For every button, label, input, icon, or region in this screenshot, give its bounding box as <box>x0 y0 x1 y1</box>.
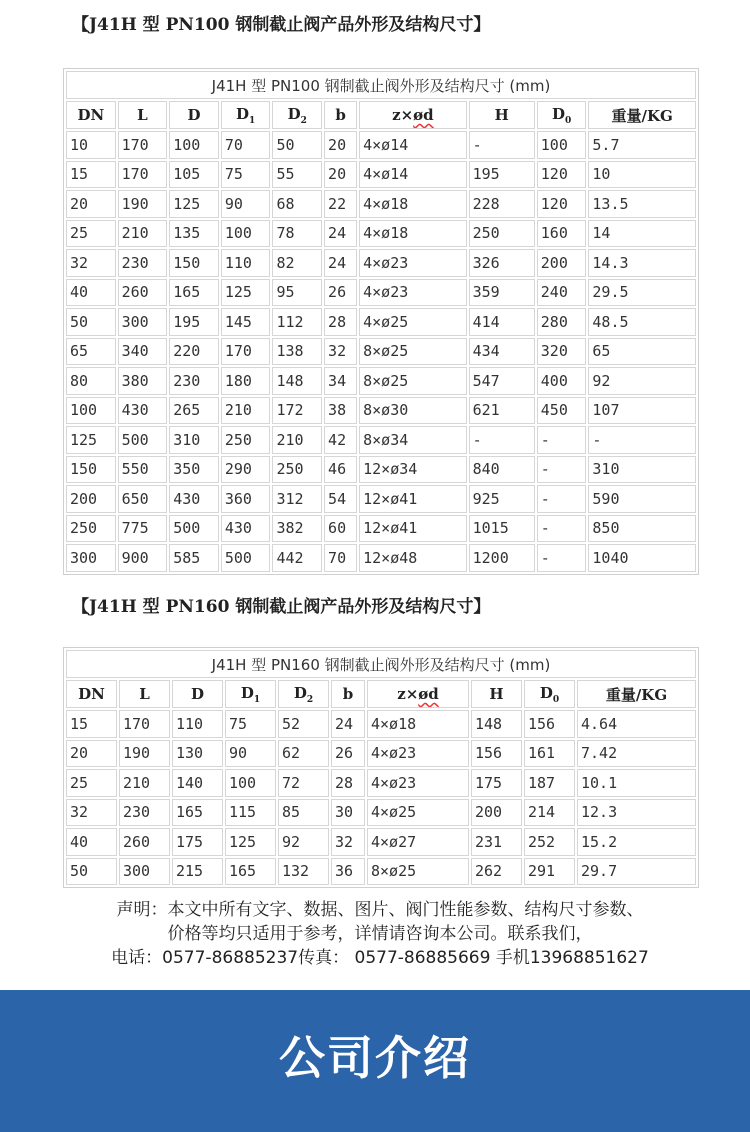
table-cell: 115 <box>225 799 276 827</box>
table-cell: 326 <box>469 249 535 277</box>
table-cell: 50 <box>66 308 116 336</box>
table-cell: 120 <box>537 190 587 218</box>
table-row <box>66 249 696 277</box>
table-row <box>66 426 696 454</box>
table-cell: 175 <box>471 769 522 797</box>
table-cell: 300 <box>118 308 168 336</box>
table-cell: 107 <box>588 397 696 425</box>
table-cell: 4×ø25 <box>367 799 469 827</box>
column-header <box>169 101 219 129</box>
pn160-dimension-table <box>63 647 699 888</box>
column-header <box>118 101 168 129</box>
table-cell: 32 <box>324 338 357 366</box>
table-cell: 40 <box>66 279 116 307</box>
table-cell: 4×ø27 <box>367 828 469 856</box>
table-cell: 210 <box>272 426 322 454</box>
table-cell: 42 <box>324 426 357 454</box>
table-cell: - <box>537 515 587 543</box>
table-cell: 340 <box>118 338 168 366</box>
table-cell: 50 <box>66 858 117 886</box>
column-header-label: L <box>137 106 148 124</box>
table-cell: 82 <box>272 249 322 277</box>
table-cell: 20 <box>66 740 117 768</box>
table-cell: 1200 <box>469 544 535 572</box>
table-cell: 32 <box>66 799 117 827</box>
table-cell: 500 <box>169 515 219 543</box>
table-cell: 214 <box>524 799 575 827</box>
table-cell: 10 <box>588 161 696 189</box>
table-cell: 900 <box>118 544 168 572</box>
table-cell: 925 <box>469 485 535 513</box>
table-caption: J41H 型 PN160 钢制截止阀外形及结构尺寸 (mm) <box>66 650 696 678</box>
table-cell: 95 <box>272 279 322 307</box>
table-cell: 112 <box>272 308 322 336</box>
table-cell: 30 <box>331 799 365 827</box>
table-cell: 250 <box>469 220 535 248</box>
table-cell: 5.7 <box>588 131 696 159</box>
column-header <box>278 680 329 708</box>
table-cell: 24 <box>324 220 357 248</box>
disclaimer <box>30 898 730 970</box>
table-cell: 145 <box>221 308 271 336</box>
table-cell: 414 <box>469 308 535 336</box>
table-cell: 60 <box>324 515 357 543</box>
table-cell: 300 <box>66 544 116 572</box>
table-cell: 4×ø23 <box>359 279 467 307</box>
table-cell: 850 <box>588 515 696 543</box>
table-cell: 547 <box>469 367 535 395</box>
table-cell: 110 <box>172 710 223 738</box>
table-cell: 7.42 <box>577 740 696 768</box>
table-cell: 1015 <box>469 515 535 543</box>
table-cell: 250 <box>221 426 271 454</box>
table-cell: 400 <box>537 367 587 395</box>
table-row <box>66 858 696 886</box>
column-header <box>119 680 170 708</box>
table-cell: 25 <box>66 769 117 797</box>
table-row <box>66 515 696 543</box>
column-header-label: D <box>551 104 565 123</box>
table-cell: 24 <box>331 710 365 738</box>
table-cell: 110 <box>221 249 271 277</box>
column-header <box>225 680 276 708</box>
column-header <box>66 101 116 129</box>
table-cell: 12.3 <box>577 799 696 827</box>
table-cell: 4.64 <box>577 710 696 738</box>
table-cell: 240 <box>537 279 587 307</box>
table-row <box>66 544 696 572</box>
table-cell: 100 <box>221 220 271 248</box>
table-cell: 161 <box>524 740 575 768</box>
table-cell: 156 <box>524 710 575 738</box>
table-row <box>66 397 696 425</box>
table-cell: 29.7 <box>577 858 696 886</box>
table-cell: 231 <box>471 828 522 856</box>
column-header-label: D <box>187 106 201 124</box>
table-cell: 15 <box>66 710 117 738</box>
table-cell: 48.5 <box>588 308 696 336</box>
table-cell: 12×ø34 <box>359 456 467 484</box>
table-cell: 200 <box>537 249 587 277</box>
column-header <box>172 680 223 708</box>
table-cell: 430 <box>169 485 219 513</box>
column-header-subscript: 1 <box>253 694 261 705</box>
table-cell: 46 <box>324 456 357 484</box>
column-header-label: z×ød <box>392 106 434 124</box>
table-cell: 70 <box>221 131 271 159</box>
table-cell: 105 <box>169 161 219 189</box>
table-cell: 300 <box>119 858 170 886</box>
table-cell: 621 <box>469 397 535 425</box>
table-row <box>66 367 696 395</box>
table-cell: 190 <box>118 190 168 218</box>
table-cell: 290 <box>221 456 271 484</box>
table-cell: 8×ø25 <box>359 338 467 366</box>
column-header <box>537 101 587 129</box>
table-cell: 26 <box>331 740 365 768</box>
column-header-subscript: 2 <box>300 115 307 126</box>
table-cell: 382 <box>272 515 322 543</box>
table-cell: 775 <box>118 515 168 543</box>
table-cell: 24 <box>324 249 357 277</box>
table-cell: 78 <box>272 220 322 248</box>
column-header-label: H <box>494 106 509 124</box>
table-cell: 210 <box>221 397 271 425</box>
table-cell: 170 <box>118 131 168 159</box>
table-cell: 260 <box>118 279 168 307</box>
table-cell: 10 <box>66 131 116 159</box>
column-header-label: L <box>139 685 150 703</box>
column-header-label: 重量/KG <box>605 685 668 704</box>
table-cell: 75 <box>221 161 271 189</box>
table-cell: 10.1 <box>577 769 696 797</box>
table-cell: 100 <box>66 397 116 425</box>
table-cell: 165 <box>225 858 276 886</box>
table-cell: 32 <box>331 828 365 856</box>
table-row <box>66 828 696 856</box>
column-header-label: D <box>287 104 301 123</box>
table-row <box>66 769 696 797</box>
table-cell: 200 <box>66 485 116 513</box>
table-cell: - <box>537 456 587 484</box>
column-header <box>367 680 469 708</box>
table-row <box>66 799 696 827</box>
table-cell: 72 <box>278 769 329 797</box>
table-cell: - <box>537 485 587 513</box>
table-cell: 14.3 <box>588 249 696 277</box>
table-cell: 148 <box>471 710 522 738</box>
table-row <box>66 338 696 366</box>
table-cell: 26 <box>324 279 357 307</box>
table-row <box>66 161 696 189</box>
table-cell: 360 <box>221 485 271 513</box>
table-cell: 230 <box>169 367 219 395</box>
table-cell: 38 <box>324 397 357 425</box>
table-cell: - <box>469 426 535 454</box>
pn100-dimension-table <box>63 68 699 575</box>
table-cell: 200 <box>471 799 522 827</box>
table-cell: 585 <box>169 544 219 572</box>
table-cell: - <box>537 426 587 454</box>
column-header-label: b <box>335 106 346 124</box>
table-cell: 265 <box>169 397 219 425</box>
contact-line: 电话：0577-86885237传真： 0577-86885669 手机13968851627 <box>111 948 649 968</box>
table-cell: 92 <box>588 367 696 395</box>
table-cell: 140 <box>172 769 223 797</box>
column-header-label: D <box>539 683 553 702</box>
table-row <box>66 308 696 336</box>
table-cell: 92 <box>278 828 329 856</box>
table-cell: 150 <box>66 456 116 484</box>
table-cell: 260 <box>119 828 170 856</box>
column-header <box>471 680 522 708</box>
table-cell: 262 <box>471 858 522 886</box>
table-cell: 20 <box>324 131 357 159</box>
table-cell: 250 <box>272 456 322 484</box>
table-cell: 430 <box>118 397 168 425</box>
column-header <box>221 101 271 129</box>
table-cell: 130 <box>172 740 223 768</box>
table-cell: - <box>469 131 535 159</box>
table-cell: 590 <box>588 485 696 513</box>
table-row <box>66 220 696 248</box>
table-cell: 100 <box>225 769 276 797</box>
table-cell: 650 <box>118 485 168 513</box>
table-cell: 195 <box>169 308 219 336</box>
table-cell: 250 <box>66 515 116 543</box>
table-cell: 210 <box>118 220 168 248</box>
table-cell: 148 <box>272 367 322 395</box>
table-cell: 550 <box>118 456 168 484</box>
table-cell: 4×ø25 <box>359 308 467 336</box>
table-cell: 280 <box>537 308 587 336</box>
table-cell: 228 <box>469 190 535 218</box>
table-cell: 132 <box>278 858 329 886</box>
table-cell: 187 <box>524 769 575 797</box>
table-cell: 28 <box>331 769 365 797</box>
banner-title: 公司介绍 <box>279 1031 471 1085</box>
table-cell: 20 <box>324 161 357 189</box>
table-row <box>66 740 696 768</box>
table-cell: 165 <box>172 799 223 827</box>
section1-title: 【J41H 型 PN100 钢制截止阀产品外形及结构尺寸】 <box>72 15 491 35</box>
table-cell: 100 <box>537 131 587 159</box>
table-cell: 68 <box>272 190 322 218</box>
table-cell: 52 <box>278 710 329 738</box>
section2-title: 【J41H 型 PN160 钢制截止阀产品外形及结构尺寸】 <box>72 597 491 617</box>
table-cell: 172 <box>272 397 322 425</box>
table-cell: 220 <box>169 338 219 366</box>
table-cell: 80 <box>66 367 116 395</box>
column-header <box>524 680 575 708</box>
disclaimer-line-2: 价格等均只适用于参考，详情请咨询本公司。联系我们， <box>167 924 593 944</box>
table-cell: 252 <box>524 828 575 856</box>
table-cell: 70 <box>324 544 357 572</box>
table-cell: 12×ø41 <box>359 515 467 543</box>
table-cell: 138 <box>272 338 322 366</box>
table-cell: 90 <box>225 740 276 768</box>
table-cell: 156 <box>471 740 522 768</box>
table-cell: 25 <box>66 220 116 248</box>
table-cell: 125 <box>169 190 219 218</box>
table-cell: 4×ø14 <box>359 161 467 189</box>
table-cell: 8×ø25 <box>359 367 467 395</box>
column-header-label: z×ød <box>397 685 439 703</box>
table-cell: 160 <box>537 220 587 248</box>
column-header-label: H <box>489 685 504 703</box>
table-cell: 1040 <box>588 544 696 572</box>
column-header <box>324 101 357 129</box>
table-cell: 312 <box>272 485 322 513</box>
table-cell: 4×ø14 <box>359 131 467 159</box>
table-cell: 442 <box>272 544 322 572</box>
column-header-label: D <box>190 685 204 703</box>
table-cell: 4×ø23 <box>367 740 469 768</box>
column-header-label: D <box>293 683 307 702</box>
table-cell: 380 <box>118 367 168 395</box>
table-cell: - <box>588 426 696 454</box>
table-cell: 32 <box>66 249 116 277</box>
table-cell: 22 <box>324 190 357 218</box>
table-cell: 135 <box>169 220 219 248</box>
table-cell: 15 <box>66 161 116 189</box>
table-caption: J41H 型 PN100 钢制截止阀外形及结构尺寸 (mm) <box>66 71 696 99</box>
table-cell: 4×ø18 <box>359 220 467 248</box>
column-header <box>577 680 696 708</box>
column-header-subscript: 0 <box>564 115 572 126</box>
table-cell: 62 <box>278 740 329 768</box>
table-row <box>66 456 696 484</box>
table-cell: 100 <box>169 131 219 159</box>
table-cell: 230 <box>119 799 170 827</box>
column-header-subscript: 1 <box>249 115 256 126</box>
table-cell: 320 <box>537 338 587 366</box>
table-cell: 4×ø23 <box>359 249 467 277</box>
table-cell: 291 <box>524 858 575 886</box>
table-cell: 170 <box>119 710 170 738</box>
table-row <box>66 131 696 159</box>
table-cell: 170 <box>221 338 271 366</box>
table-cell: 840 <box>469 456 535 484</box>
table-cell: 20 <box>66 190 116 218</box>
table-cell: 310 <box>588 456 696 484</box>
table-cell: 36 <box>331 858 365 886</box>
table-cell: 4×ø18 <box>359 190 467 218</box>
table-cell: 500 <box>118 426 168 454</box>
table-cell: 310 <box>169 426 219 454</box>
column-header <box>359 101 467 129</box>
table-row <box>66 710 696 738</box>
table-cell: 180 <box>221 367 271 395</box>
table-cell: 195 <box>469 161 535 189</box>
table-cell: 8×ø25 <box>367 858 469 886</box>
table-cell: 8×ø30 <box>359 397 467 425</box>
table-cell: 4×ø18 <box>367 710 469 738</box>
table-cell: 50 <box>272 131 322 159</box>
table-cell: 210 <box>119 769 170 797</box>
column-header <box>469 101 535 129</box>
column-header-subscript: 2 <box>306 694 314 705</box>
column-header-label: b <box>342 685 354 703</box>
table-cell: 215 <box>172 858 223 886</box>
table-row <box>66 485 696 513</box>
table-cell: 34 <box>324 367 357 395</box>
table-cell: 54 <box>324 485 357 513</box>
column-header <box>331 680 365 708</box>
column-header <box>66 680 117 708</box>
table-cell: 12×ø48 <box>359 544 467 572</box>
column-header-subscript: 0 <box>552 694 560 705</box>
table-cell: 230 <box>118 249 168 277</box>
table-cell: 90 <box>221 190 271 218</box>
table-cell: 500 <box>221 544 271 572</box>
table-row <box>66 190 696 218</box>
table-cell: 55 <box>272 161 322 189</box>
table-cell: 434 <box>469 338 535 366</box>
table-cell: - <box>537 544 587 572</box>
column-header-label: 重量/KG <box>611 106 673 125</box>
table-cell: 14 <box>588 220 696 248</box>
table-cell: 190 <box>119 740 170 768</box>
table-cell: 4×ø23 <box>367 769 469 797</box>
table-cell: 120 <box>537 161 587 189</box>
table-cell: 359 <box>469 279 535 307</box>
table-cell: 13.5 <box>588 190 696 218</box>
table-cell: 8×ø34 <box>359 426 467 454</box>
table-cell: 125 <box>66 426 116 454</box>
table-cell: 29.5 <box>588 279 696 307</box>
table-cell: 65 <box>588 338 696 366</box>
table-cell: 125 <box>221 279 271 307</box>
table-cell: 170 <box>118 161 168 189</box>
table-cell: 12×ø41 <box>359 485 467 513</box>
table-cell: 28 <box>324 308 357 336</box>
column-header-label: D <box>235 104 249 123</box>
table-cell: 350 <box>169 456 219 484</box>
table-cell: 175 <box>172 828 223 856</box>
table-cell: 150 <box>169 249 219 277</box>
column-header <box>272 101 322 129</box>
table-cell: 75 <box>225 710 276 738</box>
column-header <box>588 101 696 129</box>
disclaimer-line-1: 声明：本文中所有文字、数据、图片、阀门性能参数、结构尺寸参数、 <box>116 900 644 920</box>
table-cell: 15.2 <box>577 828 696 856</box>
table-cell: 65 <box>66 338 116 366</box>
table-cell: 40 <box>66 828 117 856</box>
table-cell: 450 <box>537 397 587 425</box>
table-cell: 165 <box>169 279 219 307</box>
table-cell: 430 <box>221 515 271 543</box>
table-cell: 85 <box>278 799 329 827</box>
column-header-label: D <box>240 683 254 702</box>
column-header-label: DN <box>77 106 105 124</box>
table-row <box>66 279 696 307</box>
table-cell: 125 <box>225 828 276 856</box>
column-header-label: DN <box>78 685 105 703</box>
